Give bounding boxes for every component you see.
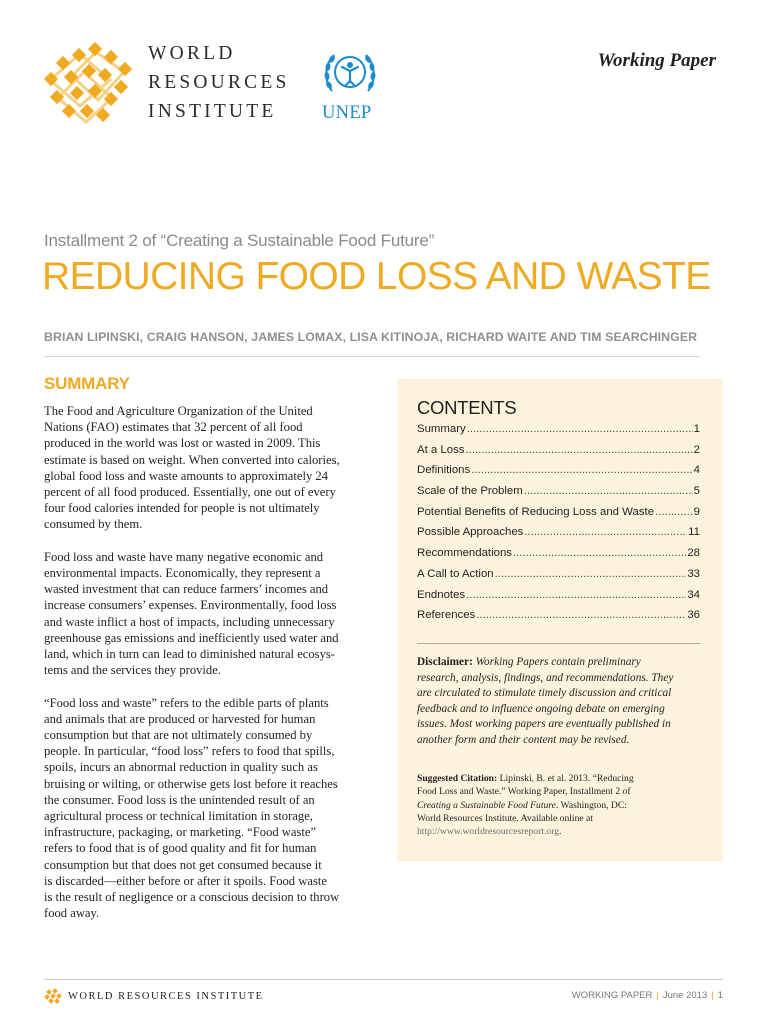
toc-item-references[interactable] — [417, 609, 700, 630]
unep-emblem-icon — [322, 45, 378, 101]
toc-leader — [476, 609, 686, 621]
citation-series-title: Creating a Sustainable Food Future — [417, 799, 556, 811]
toc-page: 28 — [687, 547, 700, 560]
toc-leader — [655, 506, 693, 518]
toc-page: 5 — [693, 485, 700, 498]
page-title: REDUCING FOOD LOSS AND WASTE — [42, 255, 711, 298]
summary-body — [44, 403, 374, 938]
toc-item-potential-benefits[interactable] — [417, 506, 700, 527]
sidebar-divider — [417, 643, 700, 644]
wri-logo-icon — [40, 42, 142, 126]
toc-page: 11 — [688, 526, 700, 539]
toc-label: Potential Benefits of Reducing Loss and Waste — [417, 505, 655, 518]
summary-paragraph-3: “Food loss and waste” refers to the edible parts of plants and animals that are produced or harvested for human consumption but that are not ultimately consumed by people. In particular, “food loss” refers to food that spills, spoils, incurs an abnormal reduction in quality such as bruising or wilting, or otherwise gets lost before it reaches the consumer. Food loss is the unintended result of an agricultural process or technical limitation in storage, infrastructure, packaging, or marketing. “Food waste” refers to food that is of good quality and fit for human consumption but that does not get consumed because it is discarded—either before or after it spoils. Food waste is the result of negligence or a conscious decision to throw food away. — [44, 695, 340, 921]
author-list: BRIAN LIPINSKI, CRAIG HANSON, JAMES LOMAX, LISA KITINOJA, RICHARD WAITE AND TIM SEARCHINGER — [44, 330, 698, 344]
toc-item-recommendations[interactable] — [417, 547, 700, 568]
series-installment: Installment 2 of “Creating a Sustainable Food Future” — [44, 231, 435, 250]
toc-page: 2 — [693, 443, 700, 456]
footer-divider — [44, 979, 723, 980]
toc-item-summary[interactable] — [417, 423, 700, 444]
toc-label: At a Loss — [417, 443, 465, 456]
toc-leader — [466, 589, 686, 601]
contents-heading: CONTENTS — [417, 397, 517, 418]
toc-label: Definitions — [417, 464, 471, 477]
toc-label: Scale of the Problem — [417, 485, 523, 498]
citation-url-link[interactable]: http://www.worldresourcesreport.org — [417, 826, 560, 838]
toc-page: 36 — [687, 609, 700, 622]
toc-leader — [467, 423, 693, 435]
summary-heading: SUMMARY — [44, 374, 130, 393]
toc-item-at-a-loss[interactable] — [417, 444, 700, 465]
toc-leader — [466, 444, 693, 456]
toc-label: Summary — [417, 423, 466, 435]
org-name-line-2: RESOURCES — [148, 72, 290, 93]
toc-item-a-call-to-action[interactable] — [417, 568, 700, 589]
toc-page: 4 — [693, 464, 700, 477]
org-name-line-3: INSTITUTE — [148, 101, 277, 122]
toc-item-possible-approaches[interactable] — [417, 526, 700, 547]
document-type-label: Working Paper — [597, 50, 716, 71]
toc-item-definitions[interactable] — [417, 464, 700, 485]
disclaimer-text: Working Papers contain preliminary research, analysis, findings, and recommendations. They are circulated to stimulate timely discussion and critical feedback and to influence ongoing debate on emerging issues. Most working papers are eventually published in another form and their content may be revised. — [417, 656, 674, 746]
citation-end: . — [559, 826, 562, 838]
disclaimer-label: Disclaimer: — [417, 656, 473, 668]
toc-label: References — [417, 609, 476, 622]
footer-separator: | — [711, 990, 714, 1001]
toc-leader — [471, 464, 692, 476]
summary-paragraph-2: Food loss and waste have many negative economic and environmental impacts. Economically, they represent a wasted investment that can reduce farmers’ incomes and increase consumers’ expenses. Environmentally, food loss and waste inflict a host of impacts, including unnecessary greenhouse gas emissions and inefficiently used water and land, which in turn can lead to diminished natural ecosys- tems and the services they provide. — [44, 549, 339, 678]
citation-text-2: . Washington, DC: World Resources Institute. Available online at — [417, 799, 627, 824]
toc-leader — [524, 526, 687, 538]
footer-page-info — [572, 990, 723, 1001]
toc-label: Recommendations — [417, 547, 512, 560]
contents-sidebar — [397, 379, 723, 861]
disclaimer — [417, 655, 707, 749]
footer-separator: | — [656, 990, 659, 1001]
footer-doc-label: WORKING PAPER — [571, 990, 653, 1001]
page-number: 1 — [717, 990, 723, 1001]
org-name-line-1: WORLD — [148, 43, 236, 64]
toc-item-endnotes[interactable] — [417, 589, 700, 610]
toc-label: Possible Approaches — [417, 526, 524, 539]
footer-date: June 2013 — [662, 990, 708, 1001]
toc-page: 34 — [687, 588, 700, 601]
suggested-citation — [417, 772, 707, 838]
toc-page: 1 — [693, 423, 700, 435]
toc-page: 33 — [687, 567, 700, 580]
toc-page: 9 — [693, 505, 700, 518]
toc-label: A Call to Action — [417, 567, 494, 580]
toc-label: Endnotes — [417, 588, 466, 601]
unep-wordmark: UNEP — [322, 103, 372, 123]
wri-small-logo-icon — [44, 988, 62, 1004]
citation-label: Suggested Citation: — [417, 773, 498, 784]
table-of-contents — [417, 423, 700, 630]
toc-leader — [524, 485, 693, 497]
footer-org-name: WORLD RESOURCES INSTITUTE — [68, 991, 264, 1002]
summary-paragraph-1: The Food and Agriculture Organization of the United Nations (FAO) estimates that 32 percent of all food produced in the world was lost or wasted in 2009. This estimate is based on weight. When converted into calories, global food loss and waste amounts to approximately 24 percent of all food produced. Essentially, one out of every four food calories intended for people is not ultimately consumed by them. — [44, 404, 340, 532]
toc-item-scale-of-the-problem[interactable] — [417, 485, 700, 506]
toc-leader — [513, 547, 686, 559]
authors-divider — [44, 356, 700, 357]
citation-text: Lipinski, B. et al. 2013. “Reducing Food Loss and Waste.” Working Paper, Installment 2 of — [417, 773, 634, 798]
toc-leader — [495, 568, 687, 580]
